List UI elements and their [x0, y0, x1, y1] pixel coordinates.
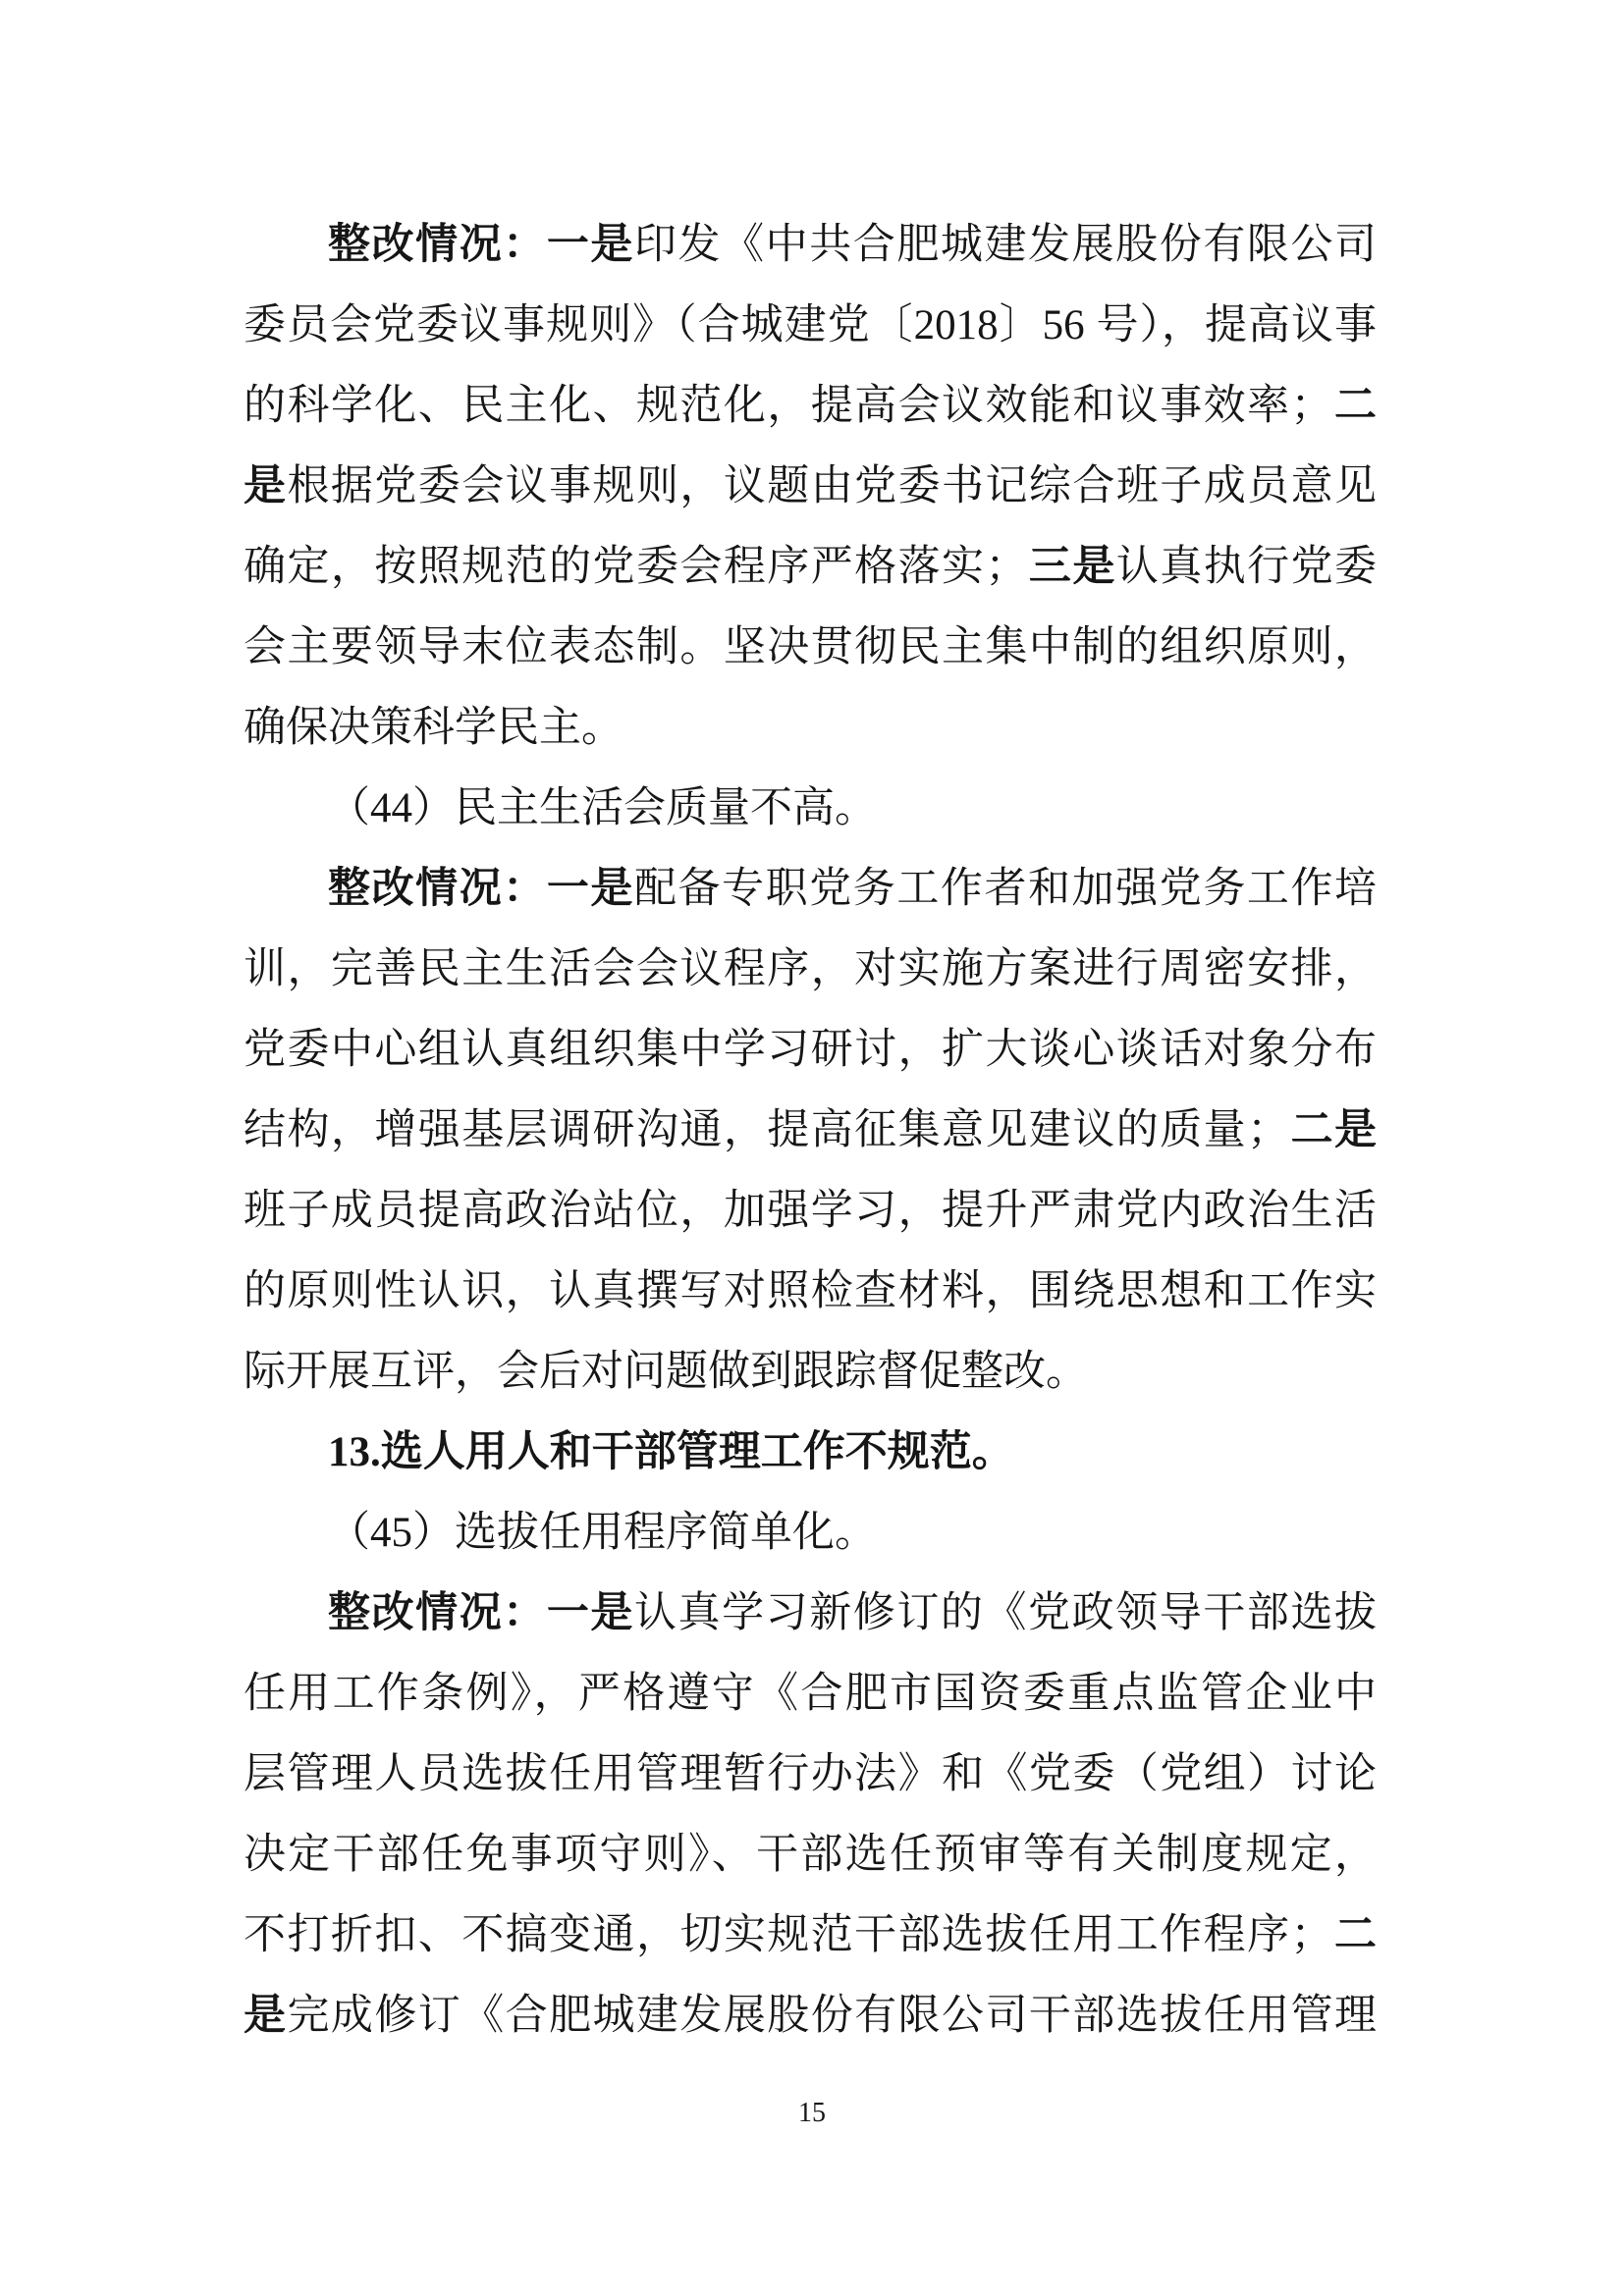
- bold-text-segment: 整改情况：一是: [328, 222, 634, 268]
- text-line: [244, 205, 1377, 286]
- text-line: [244, 1735, 1377, 1815]
- text-line: [244, 1574, 1377, 1654]
- text-line: [244, 1896, 1377, 1976]
- text-line: [244, 1654, 1377, 1735]
- text-segment: 印发《中共合肥城建发展股份有限公司: [633, 222, 1378, 268]
- text-line: [244, 688, 1377, 769]
- page-number-footer: 15: [798, 2098, 826, 2128]
- text-segment: 完成修订《合肥城建发展股份有限公司干部选拔任用管理: [287, 1993, 1378, 2039]
- text-segment: 党委中心组认真组织集中学习研讨，扩大谈心谈话对象分布: [244, 1027, 1377, 1073]
- bold-text-segment: 二: [1332, 383, 1378, 429]
- text-segment: 层管理人员选拔任用管理暂行办法》和《党委（党组）讨论: [244, 1751, 1377, 1797]
- text-segment: （45）选拔任用程序简单化。: [328, 1510, 877, 1556]
- text-segment: 配备专职党务工作者和加强党务工作培: [633, 866, 1378, 912]
- text-line: [244, 286, 1377, 366]
- text-segment: 班子成员提高政治站位，加强学习，提升严肃党内政治生活: [244, 1188, 1377, 1234]
- text-segment: 根据党委会议事规则，议题由党委书记综合班子成员意见: [287, 463, 1378, 509]
- bold-text-segment: 二: [1332, 1912, 1378, 1958]
- bold-text-segment: 是: [244, 463, 288, 509]
- text-line: [244, 1252, 1377, 1332]
- text-line: [244, 1332, 1377, 1413]
- text-line: [244, 447, 1377, 527]
- text-segment: 际开展互评，会后对问题做到跟踪督促整改。: [244, 1349, 1088, 1395]
- text-segment: 认真学习新修订的《党政领导干部选拔: [633, 1590, 1378, 1636]
- text-segment: 不打折扣、不搞变通，切实规范干部选拔任用工作程序；: [244, 1912, 1333, 1958]
- text-segment: 决定干部任免事项守则》、干部选任预审等有关制度规定，: [244, 1832, 1377, 1878]
- text-segment: 委员会党委议事规则》（合城建党〔2018〕56 号），提高议事: [244, 302, 1377, 348]
- text-line: [244, 366, 1377, 447]
- bold-text-segment: 整改情况：一是: [328, 866, 634, 912]
- text-line: [244, 1976, 1377, 2056]
- text-segment: 的科学化、民主化、规范化，提高会议效能和议事效率；: [244, 383, 1333, 429]
- text-line: [244, 1010, 1377, 1091]
- text-segment: 确保决策科学民主。: [244, 705, 623, 751]
- text-line: [244, 1413, 1377, 1493]
- bold-text-segment: 三是: [1027, 544, 1116, 590]
- text-line: [244, 527, 1377, 608]
- text-segment: 结构，增强基层调研沟通，提高征集意见建议的质量；: [244, 1107, 1290, 1153]
- text-line: [244, 608, 1377, 688]
- text-line: [244, 1091, 1377, 1171]
- bold-text-segment: 13.选人用人和干部管理工作不规范。: [328, 1429, 1014, 1475]
- text-line: [244, 1493, 1377, 1574]
- bold-text-segment: 是: [244, 1993, 288, 2039]
- text-line: [244, 1815, 1377, 1896]
- text-line: [244, 1171, 1377, 1252]
- text-segment: 训，完善民主生活会会议程序，对实施方案进行周密安排，: [244, 946, 1377, 992]
- text-segment: 任用工作条例》，严格遵守《合肥市国资委重点监管企业中: [244, 1671, 1377, 1717]
- text-segment: （44）民主生活会质量不高。: [328, 785, 877, 831]
- text-line: [244, 769, 1377, 849]
- text-line: [244, 849, 1377, 930]
- text-segment: 的原则性认识，认真撰写对照检查材料，围绕思想和工作实: [244, 1268, 1377, 1314]
- bold-text-segment: 二是: [1289, 1107, 1378, 1153]
- text-segment: 会主要领导末位表态制。坚决贯彻民主集中制的组织原则，: [244, 624, 1377, 670]
- text-segment: 认真执行党委: [1115, 544, 1378, 590]
- text-line: [244, 930, 1377, 1010]
- document-text-block: [244, 205, 1377, 2056]
- text-segment: 确定，按照规范的党委会程序严格落实；: [244, 544, 1028, 590]
- bold-text-segment: 整改情况：一是: [328, 1590, 634, 1636]
